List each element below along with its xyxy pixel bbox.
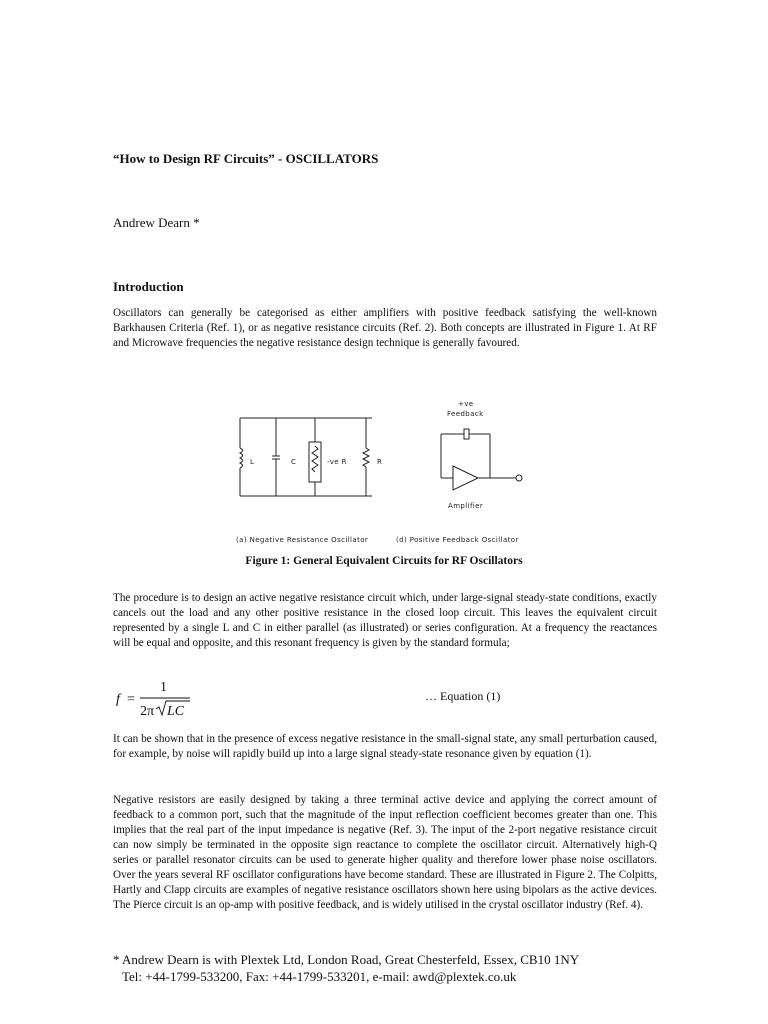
feedback-label-line1: +ve [458, 400, 474, 408]
amplifier-triangle [453, 466, 478, 490]
equation-equals: = [127, 692, 135, 707]
amplifier-label: Amplifier [448, 502, 484, 510]
feedback-label-line2: Feedback [447, 410, 484, 418]
positive-feedback-circuit [441, 429, 522, 490]
footnote [113, 951, 579, 985]
inductor-symbol [240, 448, 243, 468]
left-circuit-caption: (a) Negative Resistance Oscillator [236, 536, 369, 544]
resistor-label: R [377, 458, 383, 466]
resistor-symbol [363, 448, 369, 467]
equation-lhs: f [116, 692, 120, 707]
paragraph-procedure: The procedure is to design an active negative resistance circuit which, under large-signal steady-state conditions, exactly cancels out the load and any other positive resistance in the closed loop circuit. This leaves the equivalent circuit represented by a single L and C in either parallel (as illustrated) or series configuration. At a frequency the reactances will be equal and opposite, and this resonant frequency is given by the standard formula; [113, 592, 657, 649]
equation-radicand: LC [167, 704, 185, 719]
inductor-label: L [250, 458, 255, 466]
author-name: Andrew Dearn * [113, 215, 200, 230]
footnote-line-1: * Andrew Dearn is with Plextek Ltd, London Road, Great Chesterfeld, Essex, CB10 1NY [113, 952, 580, 967]
figure-1-caption: Figure 1: General Equivalent Circuits for RF Oscillators [245, 555, 523, 567]
equation-label: … Equation (1) [425, 689, 501, 703]
section-heading-introduction: Introduction [113, 279, 184, 294]
negative-resistance-circuit [240, 418, 372, 496]
capacitor-label: C [291, 458, 297, 466]
equation-denominator-prefix: 2π [140, 704, 155, 719]
negative-resistance-label: -ve R [327, 458, 347, 466]
negative-resistance-box [309, 442, 321, 482]
negative-resistor-symbol [312, 446, 318, 472]
output-terminal [516, 475, 522, 481]
feedback-element [464, 429, 469, 439]
figure-1-circuits [0, 390, 768, 550]
right-circuit-caption: (d) Positive Feedback Oscillator [396, 536, 519, 544]
footnote-line-2: Tel: +44-1799-533200, Fax: +44-1799-533201, e-mail: awd@plextek.co.uk [122, 969, 517, 984]
document-title: “How to Design RF Circuits” - OSCILLATORS [113, 151, 379, 166]
equation-numerator: 1 [160, 680, 167, 695]
paragraph-introduction: Oscillators can generally be categorised as either amplifiers with positive feedback satisfying the well-known Barkhausen Criteria (Ref. 1), or as negative resistance circuits (Ref. 2). Both concepts are illustrated in Figure 1. At RF and Microwave frequencies the negative resistance design technique is generally favoured. [113, 307, 657, 349]
paragraph-negative-resistors: Negative resistors are easily designed by taking a three terminal active device and applying the correct amount of feedback to a common port, such that the magnitude of the input reflection coefficient becomes greater than one. This implies that the real part of the input impedance is negative (Ref. 3). The input of the 2-port negative resistance circuit can now simply be terminated in the opposite sign reactance to complete the oscillator circuit. Alternatively high-Q series or parallel resonator circuits can be used to generate higher quality and therefore lower phase noise oscillators. Over the years several RF oscillator configurations have become standard. These are illustrated in Figure 2. The Colpitts, Hartly and Clapp circuits are examples of negative resistance oscillators shown here using bipolars as the active devices. The Pierce circuit is an op-amp with positive feedback, and is widely utilised in the crystal oscillator industry (Ref. 4). [113, 794, 657, 911]
paragraph-small-signal: It can be shown that in the presence of excess negative resistance in the small-signal state, any small perturbation caused, for example, by noise will rapidly build up into a large signal steady-state resonance given by equation (1). [113, 733, 657, 760]
equation-1 [110, 675, 220, 721]
